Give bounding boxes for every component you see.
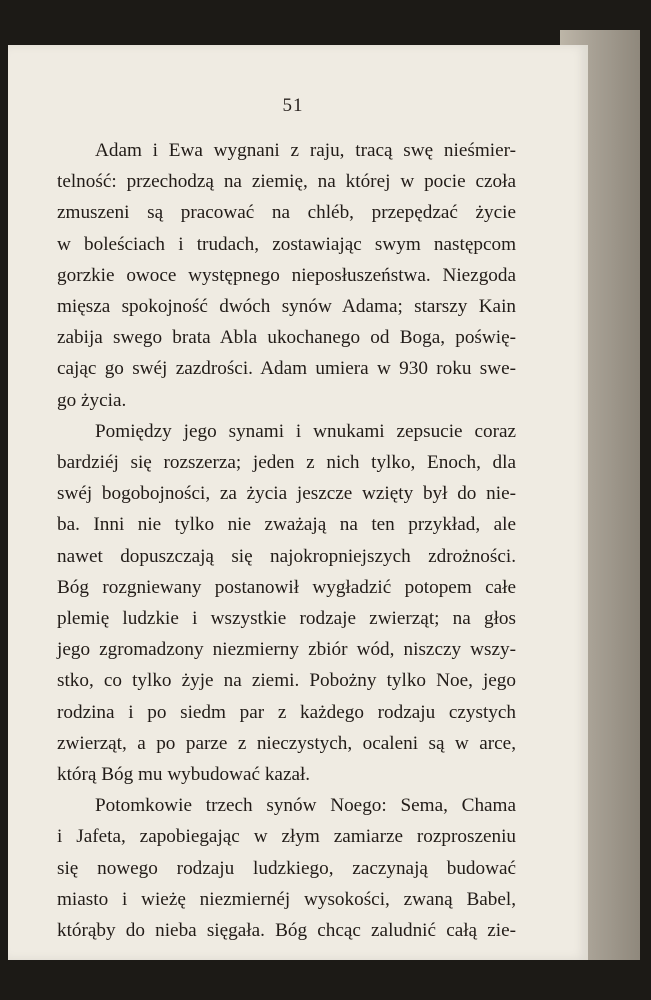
text-line: Potomkowie trzech synów Noego: Sema, Chama xyxy=(95,795,516,817)
text-line: Bóg rozgniewany postanowił wygładzić potopem całe xyxy=(57,576,516,598)
text-line: zabija swego brata Abla ukochanego od Boga, poświę- xyxy=(57,327,516,349)
page-number: 51 xyxy=(282,95,304,116)
text-line: jego zgromadzony niezmierny zbiór wód, niszczy wszy- xyxy=(57,639,516,661)
text-line: telność: przechodzą na ziemię, na której w pocie czoła xyxy=(57,171,516,193)
text-line: mięsza spokojność dwóch synów Adama; starszy Kain xyxy=(57,296,516,318)
text-line: plemię ludzkie i wszystkie rodzaje zwierząt; na głos xyxy=(57,608,516,630)
text-line: bardziéj się rozszerza; jeden z nich tylko, Enoch, dla xyxy=(57,452,516,474)
text-line: w boleściach i trudach, zostawiając swym następcom xyxy=(57,233,516,255)
body-text xyxy=(57,135,516,946)
text-line: zwierząt, a po parze z nieczystych, ocaleni są w arce, xyxy=(57,732,516,754)
text-line: którą Bóg mu wybudować kazał. xyxy=(57,764,311,786)
book-page xyxy=(8,45,588,960)
text-line: którąby do nieba sięgała. Bóg chcąc zaludnić całą zie- xyxy=(57,920,516,942)
text-line: Adam i Ewa wygnani z raju, tracą swę nieśmier- xyxy=(95,140,516,161)
text-line: ba. Inni nie tylko nie zważają na ten przykład, ale xyxy=(57,514,516,536)
text-line: Pomiędzy jego synami i wnukami zepsucie coraz xyxy=(95,420,516,442)
text-line: się nowego rodzaju ludzkiego, zaczynają budować xyxy=(57,857,516,879)
text-line: nawet dopuszczają się najokropniejszych zdrożności. xyxy=(57,545,516,567)
text-line: cając go swéj zazdrości. Adam umiera w 930 roku swe- xyxy=(57,358,516,380)
text-line: zmuszeni są pracować na chléb, przepędzać życie xyxy=(57,202,516,224)
text-line: i Jafeta, zapobiegając w złym zamiarze rozproszeniu xyxy=(57,826,516,848)
text-line: go życia. xyxy=(57,389,127,411)
text-line: rodzina i po siedm par z każdego rodzaju czystych xyxy=(57,701,516,723)
text-line: miasto i wieżę niezmiernéj wysokości, zwaną Babel, xyxy=(57,888,516,910)
text-line: gorzkie owoce występnego nieposłuszeństwa. Niezgoda xyxy=(57,264,516,286)
text-line: stko, co tylko żyje na ziemi. Pobożny tylko Noe, jego xyxy=(57,670,516,692)
text-line: swéj bogobojności, za życia jeszcze wzięty był do nie- xyxy=(57,483,516,505)
